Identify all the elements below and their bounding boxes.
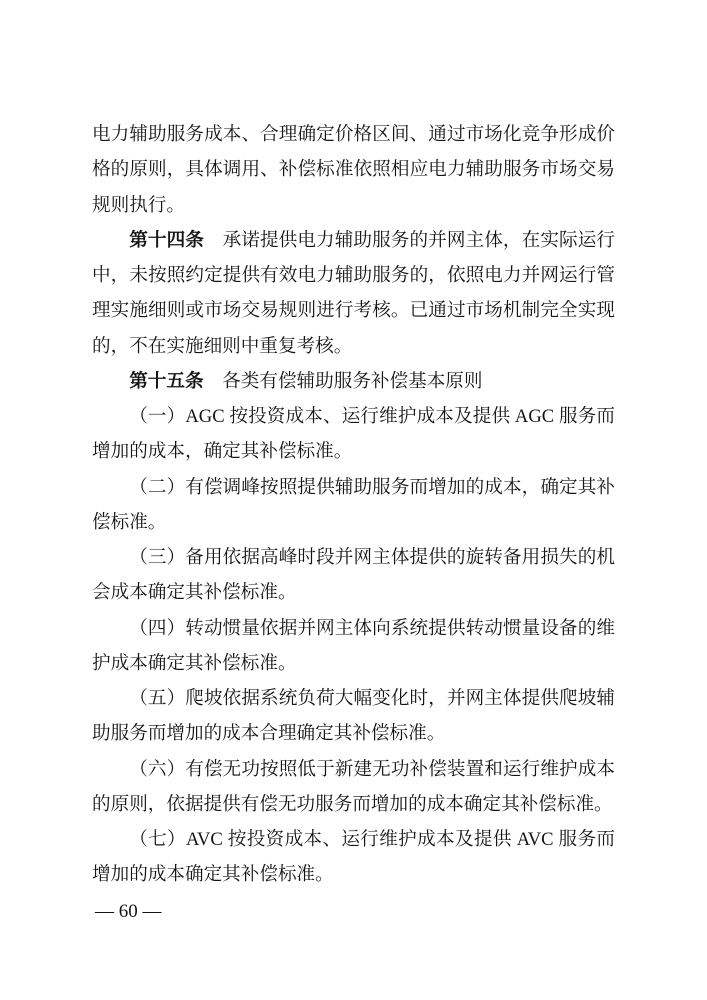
text-line: （二）有偿调峰按照提供辅助服务而增加的成本，确定其补 [129,476,615,498]
article-15 [92,364,615,399]
page-number: — 60 — [95,901,162,922]
text-line: 电力辅助服务成本、合理确定价格区间、通过市场化竞争形成价 [92,124,615,145]
text-line: （一）AGC 按投资成本、运行维护成本及提供 AGC 服务而 [129,406,615,427]
item-1-agc [92,399,615,470]
item-5-ramping [92,681,615,752]
text-line: 中，未按照约定提供有效电力辅助服务的，依照电力并网运行管 [92,265,615,286]
article-text: 各类有偿辅助服务补偿基本原则 [222,370,483,392]
text-line: 助服务而增加的成本合理确定其补偿标准。 [92,723,446,745]
text-line: 理实施细则或市场交易规则进行考核。已通过市场机制完全实现 [92,300,615,322]
item-3-reserve [92,540,615,611]
item-6-reactive-power [92,752,615,823]
text-line: 增加的成本确定其补偿标准。 [92,864,334,886]
text-line: 偿标准。 [92,511,167,533]
text-line: （三）备用依据高峰时段并网主体提供的旋转备用损失的机 [129,547,615,568]
item-7-avc [92,822,615,893]
text-line: 规则执行。 [92,194,185,216]
article-14 [92,223,615,364]
continued-paragraph [92,117,615,223]
text-line: （四）转动惯量依据并网主体向系统提供转动惯量设备的维 [129,617,615,639]
text-line [92,364,615,399]
article-heading: 第十四条 [129,229,204,251]
text-line: 格的原则，具体调用、补偿标准依照相应电力辅助服务市场交易 [92,159,615,181]
text-line [92,223,615,258]
item-2-peak-regulation [92,470,615,541]
text-line: （六）有偿无功按照低于新建无功补偿装置和运行维护成本 [129,758,615,780]
article-text: 承诺提供电力辅助服务的并网主体，在实际运行 [222,229,615,251]
text-line: 会成本确定其补偿标准。 [92,582,297,604]
text-line: （七）AVC 按投资成本、运行维护成本及提供 AVC 服务而 [129,829,615,850]
text-line: 的，不在实施细则中重复考核。 [92,335,353,357]
article-heading: 第十五条 [129,370,204,392]
item-4-inertia [92,611,615,682]
text-line: 护成本确定其补偿标准。 [92,652,297,674]
text-line: （五）爬坡依据系统负荷大幅变化时，并网主体提供爬坡辅 [129,688,615,709]
body-text [92,117,615,893]
text-line: 增加的成本，确定其补偿标准。 [92,441,353,463]
text-line: 的原则，依据提供有偿无功服务而增加的成本确定其补偿标准。 [92,793,613,815]
